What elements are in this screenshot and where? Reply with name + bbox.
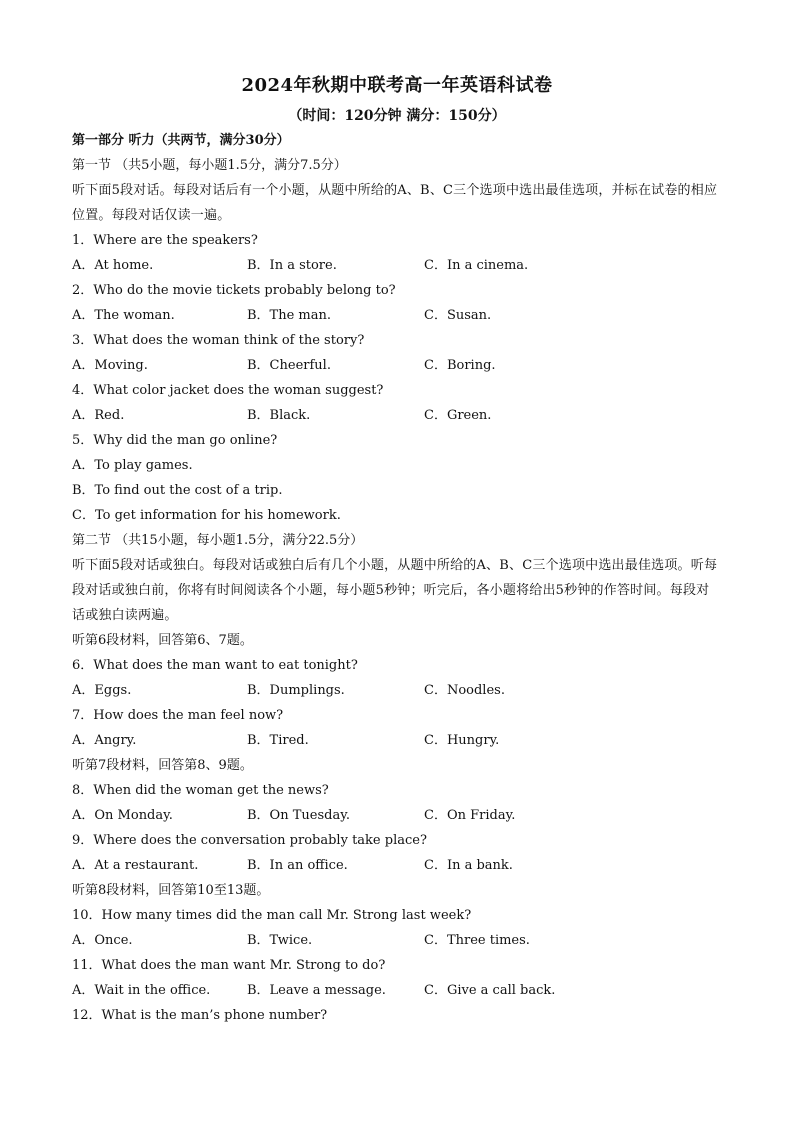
option-b: B．Black. (247, 408, 311, 423)
option-c: C．In a bank. (424, 858, 513, 873)
section1-instructions: 听下面5段对话。每段对话后有一个小题，从题中所给的A、B、C三个选项中选出最佳选项，并标在试卷的相应位置。每段对话仅读一遍。 (72, 183, 718, 223)
option-b: B．Twice. (247, 933, 313, 948)
option-b: B．Dumplings. (247, 683, 345, 698)
option-c: C．In a cinema. (424, 258, 529, 273)
option-c: C．On Friday. (424, 808, 516, 823)
option-b: B．Tired. (247, 733, 309, 748)
question-12: 12．What is the man’s phone number? (72, 1008, 328, 1023)
question-8-options (72, 803, 722, 828)
option-a: A．Once. (72, 933, 133, 948)
section1-heading: 第一节 （共5小题，每小题1.5分，满分7.5分） (72, 158, 347, 173)
option-a: A．On Monday. (72, 808, 173, 823)
option-b: B．Leave a message. (247, 983, 386, 998)
option-c: C．Hungry. (424, 733, 500, 748)
question-10-options (72, 928, 722, 953)
question-9-options (72, 853, 722, 878)
option-b: B．To find out the cost of a trip. (72, 483, 283, 498)
question-4: 4．What color jacket does the woman suggest? (72, 383, 384, 398)
exam-body (72, 128, 722, 1028)
option-c: C．Boring. (424, 358, 496, 373)
option-a: A．At home. (72, 258, 154, 273)
option-c: C．Susan. (424, 308, 492, 323)
option-a: A．Eggs. (72, 683, 132, 698)
question-7: 7．How does the man feel now? (72, 708, 284, 723)
material-7-note: 听第7段材料，回答第8、9题。 (72, 758, 253, 773)
question-1-options (72, 253, 722, 278)
question-6: 6．What does the man want to eat tonight? (72, 658, 358, 673)
option-a: A．Angry. (72, 733, 137, 748)
question-8: 8．When did the woman get the news? (72, 783, 329, 798)
material-8-note: 听第8段材料，回答第10至13题。 (72, 883, 270, 898)
exam-subtitle: （时间：120分钟 满分：150分） (288, 108, 506, 124)
question-3: 3．What does the woman think of the story? (72, 333, 365, 348)
option-c: C．Green. (424, 408, 492, 423)
part1-heading: 第一部分 听力（共两节，满分30分） (72, 133, 290, 148)
option-c: C．Three times. (424, 933, 530, 948)
exam-title: 2024年秋期中联考高一年英语科试卷 (241, 75, 553, 96)
option-b: B．In a store. (247, 258, 337, 273)
question-4-options (72, 403, 722, 428)
option-a: A．At a restaurant. (72, 858, 199, 873)
option-b: B．The man. (247, 308, 332, 323)
option-c: C．To get information for his homework. (72, 508, 341, 523)
option-a: A．Moving. (72, 358, 148, 373)
question-2-options (72, 303, 722, 328)
question-9: 9．Where does the conversation probably take place? (72, 833, 427, 848)
option-a: A．Red. (72, 408, 125, 423)
question-2: 2．Who do the movie tickets probably belong to? (72, 283, 396, 298)
material-6-note: 听第6段材料，回答第6、7题。 (72, 633, 253, 648)
option-b: B．On Tuesday. (247, 808, 350, 823)
option-c: C．Noodles. (424, 683, 505, 698)
question-5: 5．Why did the man go online? (72, 433, 278, 448)
question-11: 11．What does the man want Mr. Strong to do? (72, 958, 386, 973)
option-a: A．The woman. (72, 308, 175, 323)
option-a: A．To play games. (72, 458, 193, 473)
question-6-options (72, 678, 722, 703)
section2-heading: 第二节 （共15小题，每小题1.5分，满分22.5分） (72, 533, 364, 548)
section2-instructions: 听下面5段对话或独白。每段对话或独白后有几个小题，从题中所给的A、B、C三个选项中选出最佳选项。听每段对话或独白前，你将有时间阅读各个小题，每小题5秒钟；听完后，各小题将给出5秒钟的作答时间。每段对话或独白读两遍。 (72, 558, 718, 623)
question-3-options (72, 353, 722, 378)
option-a: A．Wait in the office. (72, 983, 211, 998)
question-1: 1．Where are the speakers? (72, 233, 258, 248)
question-11-options (72, 978, 722, 1003)
question-7-options (72, 728, 722, 753)
question-10: 10．How many times did the man call Mr. Strong last week? (72, 908, 472, 923)
option-b: B．Cheerful. (247, 358, 331, 373)
option-b: B．In an office. (247, 858, 348, 873)
option-c: C．Give a call back. (424, 983, 556, 998)
